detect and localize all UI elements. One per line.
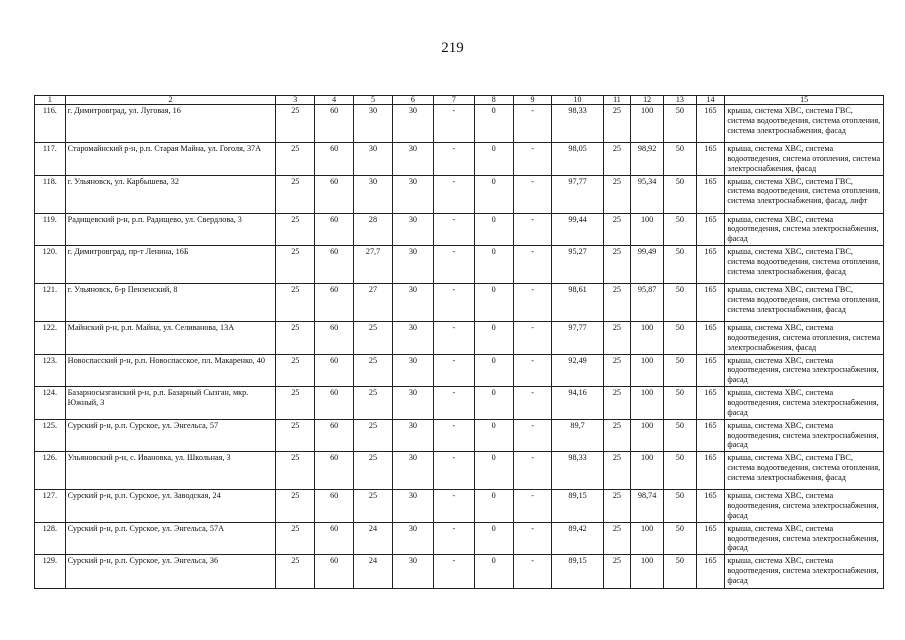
col-6: 30 — [392, 105, 433, 143]
works-list: крыша, система ХВС, система водоотведения, система электроснабжения, фасад — [725, 555, 884, 589]
header-cell: 8 — [474, 96, 513, 105]
col-11: 25 — [603, 143, 631, 176]
col-12: 100 — [631, 213, 664, 246]
works-list: крыша, система ХВС, система ГВС, система водоотведения, система отопления, система электроснабжения, фасад, лифт — [725, 175, 884, 213]
col-9: - — [513, 246, 552, 284]
header-cell: 5 — [354, 96, 393, 105]
col-5: 25 — [354, 490, 393, 523]
col-13: 50 — [663, 387, 696, 420]
col-6: 30 — [392, 354, 433, 387]
col-6: 30 — [392, 143, 433, 176]
col-10: 98,33 — [552, 105, 603, 143]
row-number: 128. — [35, 522, 66, 555]
col-13: 50 — [663, 419, 696, 452]
col-6: 30 — [392, 213, 433, 246]
header-cell: 15 — [725, 96, 884, 105]
row-number: 119. — [35, 213, 66, 246]
col-7: - — [433, 284, 474, 322]
table-row — [35, 522, 884, 555]
col-9: - — [513, 452, 552, 490]
col-13: 50 — [663, 555, 696, 589]
col-3: 25 — [276, 452, 315, 490]
col-11: 25 — [603, 322, 631, 355]
col-6: 30 — [392, 322, 433, 355]
col-5: 25 — [354, 452, 393, 490]
col-14: 165 — [696, 452, 725, 490]
col-3: 25 — [276, 354, 315, 387]
col-6: 30 — [392, 490, 433, 523]
address: Сурский р-н, р.п. Сурское, ул. Энгельса, 36 — [65, 555, 276, 589]
col-8: 0 — [474, 284, 513, 322]
col-7: - — [433, 555, 474, 589]
col-14: 165 — [696, 213, 725, 246]
col-12: 100 — [631, 419, 664, 452]
col-8: 0 — [474, 105, 513, 143]
col-9: - — [513, 284, 552, 322]
col-4: 60 — [315, 419, 354, 452]
col-4: 60 — [315, 490, 354, 523]
table-row — [35, 105, 884, 143]
works-list: крыша, система ХВС, система водоотведения, система электроснабжения, фасад — [725, 522, 884, 555]
col-3: 25 — [276, 555, 315, 589]
address: Сурский р-н, р.п. Сурское, ул. Энгельса, 57А — [65, 522, 276, 555]
col-8: 0 — [474, 555, 513, 589]
col-10: 92,49 — [552, 354, 603, 387]
col-11: 25 — [603, 522, 631, 555]
works-list: крыша, система ХВС, система ГВС, система водоотведения, система отопления, система электроснабжения, фасад — [725, 452, 884, 490]
address: Старомайнский р-н, р.п. Старая Майна, ул. Гоголя, 37А — [65, 143, 276, 176]
header-cell: 4 — [315, 96, 354, 105]
row-number: 121. — [35, 284, 66, 322]
col-13: 50 — [663, 105, 696, 143]
works-list: крыша, система ХВС, система ГВС, система водоотведения, система отопления, система электроснабжения, фасад — [725, 284, 884, 322]
col-7: - — [433, 143, 474, 176]
col-13: 50 — [663, 322, 696, 355]
col-4: 60 — [315, 175, 354, 213]
col-7: - — [433, 354, 474, 387]
col-5: 30 — [354, 143, 393, 176]
address: Радищевский р-н, р.п. Радищево, ул. Свердлова, 3 — [65, 213, 276, 246]
col-4: 60 — [315, 452, 354, 490]
header-cell: 1 — [35, 96, 66, 105]
col-7: - — [433, 419, 474, 452]
col-14: 165 — [696, 175, 725, 213]
col-10: 89,15 — [552, 490, 603, 523]
col-3: 25 — [276, 143, 315, 176]
works-list: крыша, система ХВС, система водоотведения, система электроснабжения, фасад — [725, 419, 884, 452]
col-3: 25 — [276, 322, 315, 355]
col-10: 89,42 — [552, 522, 603, 555]
col-11: 25 — [603, 213, 631, 246]
col-8: 0 — [474, 354, 513, 387]
header-cell: 7 — [433, 96, 474, 105]
row-number: 127. — [35, 490, 66, 523]
col-5: 27 — [354, 284, 393, 322]
col-11: 25 — [603, 246, 631, 284]
col-14: 165 — [696, 419, 725, 452]
table-row — [35, 490, 884, 523]
table-row — [35, 354, 884, 387]
col-14: 165 — [696, 322, 725, 355]
col-9: - — [513, 419, 552, 452]
col-3: 25 — [276, 246, 315, 284]
address: Сурский р-н, р.п. Сурское, ул. Заводская, 24 — [65, 490, 276, 523]
col-5: 25 — [354, 354, 393, 387]
col-3: 25 — [276, 284, 315, 322]
col-5: 25 — [354, 419, 393, 452]
col-9: - — [513, 213, 552, 246]
col-6: 30 — [392, 175, 433, 213]
col-4: 60 — [315, 555, 354, 589]
col-10: 89,15 — [552, 555, 603, 589]
col-12: 98,74 — [631, 490, 664, 523]
row-number: 120. — [35, 246, 66, 284]
row-number: 117. — [35, 143, 66, 176]
col-3: 25 — [276, 175, 315, 213]
col-8: 0 — [474, 490, 513, 523]
col-4: 60 — [315, 105, 354, 143]
works-list: крыша, система ХВС, система ГВС, система водоотведения, система отопления, система электроснабжения, фасад — [725, 246, 884, 284]
col-7: - — [433, 213, 474, 246]
table-row — [35, 284, 884, 322]
address: Ульяновский р-н, с. Ивановка, ул. Школьная, 3 — [65, 452, 276, 490]
header-cell: 13 — [663, 96, 696, 105]
table-row — [35, 322, 884, 355]
works-list: крыша, система ХВС, система водоотведения, система электроснабжения, фасад — [725, 354, 884, 387]
col-13: 50 — [663, 452, 696, 490]
col-12: 98,92 — [631, 143, 664, 176]
col-5: 28 — [354, 213, 393, 246]
col-13: 50 — [663, 522, 696, 555]
header-cell: 6 — [392, 96, 433, 105]
col-10: 98,61 — [552, 284, 603, 322]
col-8: 0 — [474, 419, 513, 452]
row-number: 118. — [35, 175, 66, 213]
col-12: 100 — [631, 354, 664, 387]
data-table — [34, 95, 884, 589]
address: г. Димитровград, пр-т Ленина, 16Б — [65, 246, 276, 284]
col-11: 25 — [603, 555, 631, 589]
col-6: 30 — [392, 284, 433, 322]
col-12: 95,34 — [631, 175, 664, 213]
col-5: 30 — [354, 175, 393, 213]
col-11: 25 — [603, 452, 631, 490]
table-row — [35, 175, 884, 213]
col-6: 30 — [392, 452, 433, 490]
col-14: 165 — [696, 522, 725, 555]
header-cell: 2 — [65, 96, 276, 105]
col-14: 165 — [696, 143, 725, 176]
col-7: - — [433, 322, 474, 355]
col-10: 89,7 — [552, 419, 603, 452]
col-9: - — [513, 143, 552, 176]
page-number: 219 — [441, 40, 464, 56]
col-7: - — [433, 105, 474, 143]
col-14: 165 — [696, 246, 725, 284]
col-13: 50 — [663, 143, 696, 176]
col-8: 0 — [474, 322, 513, 355]
col-12: 99,49 — [631, 246, 664, 284]
col-9: - — [513, 175, 552, 213]
col-9: - — [513, 322, 552, 355]
col-4: 60 — [315, 354, 354, 387]
header-cell: 3 — [276, 96, 315, 105]
col-4: 60 — [315, 213, 354, 246]
works-list: крыша, система ХВС, система водоотведения, система электроснабжения, фасад — [725, 490, 884, 523]
col-11: 25 — [603, 354, 631, 387]
col-3: 25 — [276, 213, 315, 246]
col-12: 100 — [631, 322, 664, 355]
col-9: - — [513, 555, 552, 589]
table-row — [35, 452, 884, 490]
col-10: 97,77 — [552, 175, 603, 213]
table-row — [35, 387, 884, 420]
col-8: 0 — [474, 143, 513, 176]
row-number: 125. — [35, 419, 66, 452]
works-list: крыша, система ХВС, система ГВС, система водоотведения, система отопления, система электроснабжения, фасад — [725, 105, 884, 143]
col-4: 60 — [315, 246, 354, 284]
col-5: 27,7 — [354, 246, 393, 284]
col-3: 25 — [276, 387, 315, 420]
col-13: 50 — [663, 246, 696, 284]
col-14: 165 — [696, 387, 725, 420]
col-13: 50 — [663, 490, 696, 523]
table-row — [35, 143, 884, 176]
col-7: - — [433, 175, 474, 213]
col-7: - — [433, 246, 474, 284]
header-cell: 12 — [631, 96, 664, 105]
col-14: 165 — [696, 284, 725, 322]
col-6: 30 — [392, 522, 433, 555]
table-row — [35, 419, 884, 452]
header-row — [35, 96, 884, 105]
col-14: 165 — [696, 555, 725, 589]
col-9: - — [513, 490, 552, 523]
col-6: 30 — [392, 246, 433, 284]
col-11: 25 — [603, 175, 631, 213]
col-4: 60 — [315, 322, 354, 355]
col-7: - — [433, 490, 474, 523]
col-4: 60 — [315, 522, 354, 555]
col-7: - — [433, 522, 474, 555]
col-11: 25 — [603, 387, 631, 420]
col-11: 25 — [603, 284, 631, 322]
col-11: 25 — [603, 490, 631, 523]
col-10: 95,27 — [552, 246, 603, 284]
header-cell: 9 — [513, 96, 552, 105]
col-4: 60 — [315, 143, 354, 176]
col-9: - — [513, 105, 552, 143]
col-10: 99,44 — [552, 213, 603, 246]
table-row — [35, 555, 884, 589]
col-9: - — [513, 387, 552, 420]
row-number: 122. — [35, 322, 66, 355]
col-9: - — [513, 522, 552, 555]
col-6: 30 — [392, 387, 433, 420]
col-3: 25 — [276, 522, 315, 555]
col-13: 50 — [663, 175, 696, 213]
col-8: 0 — [474, 246, 513, 284]
table-row — [35, 246, 884, 284]
address: Сурский р-н, р.п. Сурское, ул. Энгельса, 57 — [65, 419, 276, 452]
col-11: 25 — [603, 419, 631, 452]
header-cell: 10 — [552, 96, 603, 105]
address: Майнский р-н, р.п. Майна, ул. Селиванова, 13А — [65, 322, 276, 355]
col-14: 165 — [696, 105, 725, 143]
row-number: 129. — [35, 555, 66, 589]
works-list: крыша, система ХВС, система водоотведения, система отопления, система электроснабжения, фасад — [725, 322, 884, 355]
col-6: 30 — [392, 555, 433, 589]
col-10: 98,05 — [552, 143, 603, 176]
col-3: 25 — [276, 105, 315, 143]
col-8: 0 — [474, 387, 513, 420]
header-cell: 11 — [603, 96, 631, 105]
col-5: 25 — [354, 322, 393, 355]
col-3: 25 — [276, 490, 315, 523]
table-row — [35, 213, 884, 246]
col-12: 100 — [631, 522, 664, 555]
col-12: 95,87 — [631, 284, 664, 322]
col-4: 60 — [315, 387, 354, 420]
address: Базарносызганский р-н, р.п. Базарный Сызган, мкр. Южный, 3 — [65, 387, 276, 420]
address: г. Ульяновск, б-р Пензенский, 8 — [65, 284, 276, 322]
col-12: 100 — [631, 555, 664, 589]
col-11: 25 — [603, 105, 631, 143]
col-8: 0 — [474, 213, 513, 246]
col-13: 50 — [663, 213, 696, 246]
row-number: 123. — [35, 354, 66, 387]
col-5: 25 — [354, 387, 393, 420]
col-10: 97,77 — [552, 322, 603, 355]
header-cell: 14 — [696, 96, 725, 105]
col-8: 0 — [474, 452, 513, 490]
col-10: 98,33 — [552, 452, 603, 490]
col-7: - — [433, 387, 474, 420]
col-7: - — [433, 452, 474, 490]
col-5: 24 — [354, 555, 393, 589]
col-13: 50 — [663, 284, 696, 322]
address: г. Димитровград, ул. Луговая, 16 — [65, 105, 276, 143]
row-number: 116. — [35, 105, 66, 143]
address: Новоспасский р-н, р.п. Новоспасское, пл. Макаренко, 40 — [65, 354, 276, 387]
col-12: 100 — [631, 387, 664, 420]
col-9: - — [513, 354, 552, 387]
address: г. Ульяновск, ул. Карбышева, 32 — [65, 175, 276, 213]
col-14: 165 — [696, 490, 725, 523]
col-6: 30 — [392, 419, 433, 452]
col-14: 165 — [696, 354, 725, 387]
col-3: 25 — [276, 419, 315, 452]
col-12: 100 — [631, 105, 664, 143]
col-5: 24 — [354, 522, 393, 555]
works-list: крыша, система ХВС, система водоотведения, система отопления, система электроснабжения, фасад — [725, 143, 884, 176]
col-8: 0 — [474, 175, 513, 213]
col-10: 94,16 — [552, 387, 603, 420]
col-12: 100 — [631, 452, 664, 490]
row-number: 124. — [35, 387, 66, 420]
col-4: 60 — [315, 284, 354, 322]
row-number: 126. — [35, 452, 66, 490]
col-5: 30 — [354, 105, 393, 143]
works-list: крыша, система ХВС, система водоотведения, система электроснабжения, фасад — [725, 213, 884, 246]
col-8: 0 — [474, 522, 513, 555]
col-13: 50 — [663, 354, 696, 387]
works-list: крыша, система ХВС, система водоотведения, система электроснабжения, фасад — [725, 387, 884, 420]
